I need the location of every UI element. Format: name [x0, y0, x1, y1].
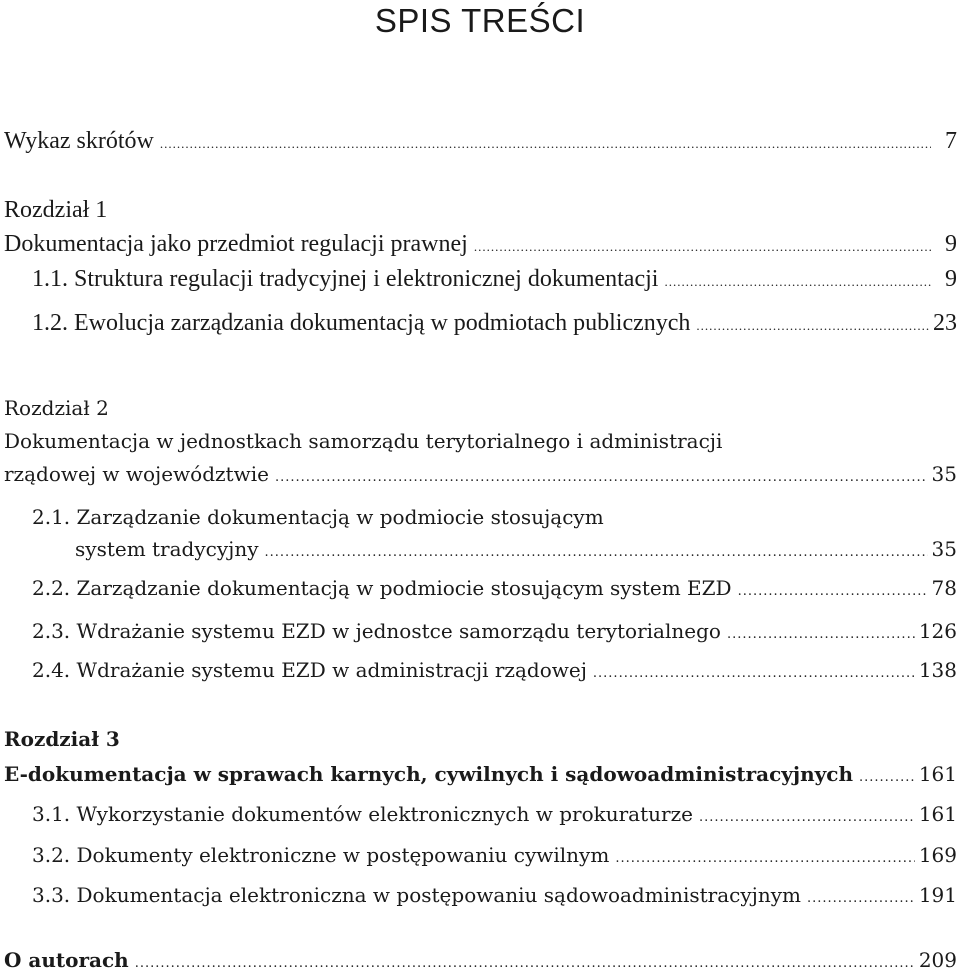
toc-entry-label: Wykaz skrótów: [4, 128, 154, 154]
toc-page-number: 161: [918, 762, 957, 786]
toc-entry-label: system tradycyjny: [75, 537, 259, 561]
dot-leader: [593, 659, 915, 689]
dot-leader: [275, 463, 928, 493]
toc-entry-abbreviations[interactable]: [4, 126, 957, 159]
page-title: SPIS TREŚCI: [374, 2, 586, 39]
dot-leader: [807, 884, 915, 914]
toc-page-number: 191: [918, 883, 957, 907]
dot-leader: [699, 803, 915, 833]
dot-leader: [738, 577, 928, 607]
dot-leader: [160, 129, 931, 159]
toc-entry-label: rządowej w województwie: [4, 462, 269, 486]
toc-page-number: 169: [918, 843, 957, 867]
toc-page-number: 161: [918, 802, 957, 826]
toc-page-number: 78: [931, 576, 957, 600]
toc-entry-section-1-2[interactable]: [32, 308, 957, 341]
toc-entry-section-2-4[interactable]: [32, 655, 957, 689]
dot-leader: [265, 538, 928, 568]
dot-leader: [615, 844, 915, 874]
toc-entry-label: Dokumentacja jako przedmiot regulacji prawnej: [4, 231, 468, 257]
toc-entry-label: 3.2. Dokumenty elektroniczne w postępowaniu cywilnym: [32, 843, 610, 867]
dot-leader: [859, 763, 915, 793]
dot-leader: [727, 620, 915, 650]
toc-entry-section-3-2[interactable]: [32, 840, 957, 874]
toc-page-number: 209: [918, 948, 957, 972]
toc-entry-section-2-2[interactable]: [32, 573, 957, 607]
toc-entry-chapter-2[interactable]: [4, 459, 957, 493]
toc-entry-label: 1.2. Ewolucja zarządzania dokumentacją w podmiotach publicznych: [32, 310, 691, 336]
toc-entry-label: 3.3. Dokumentacja elektroniczna w postępowaniu sądowoadministracyjnym: [32, 883, 801, 907]
toc-page-number: 9: [945, 266, 957, 292]
toc-entry-section-2-3[interactable]: [32, 616, 957, 650]
toc-entry-label: O autorach: [4, 948, 129, 972]
toc-entry-label: 1.1. Struktura regulacji tradycyjnej i elektronicznej dokumentacji: [32, 266, 659, 292]
chapter-2-title-line1: Dokumentacja w jednostkach samorządu terytorialnego i administracji: [4, 429, 723, 453]
toc-entry-chapter-3[interactable]: [4, 759, 957, 793]
toc-entry-label: 2.4. Wdrażanie systemu EZD w administracji rządowej: [32, 658, 587, 682]
toc-entry-label: E-dokumentacja w sprawach karnych, cywilnych i sądowoadministracyjnych: [4, 762, 854, 786]
toc-entry-section-3-3[interactable]: [32, 880, 957, 914]
toc-entry-label: 2.3. Wdrażanie systemu EZD w jednostce samorządu terytorialnego: [32, 619, 721, 643]
toc-entry-chapter-1[interactable]: [4, 229, 957, 262]
chapter-3-heading: Rozdział 3: [4, 727, 120, 751]
toc-page-number: 35: [931, 537, 957, 561]
toc-page-number: 23: [933, 310, 957, 336]
toc-page-number: 9: [945, 231, 957, 257]
dot-leader: [474, 232, 931, 262]
toc-page-number: 7: [945, 128, 957, 154]
toc-page-number: 138: [918, 658, 957, 682]
section-2-1-label-line1: 2.1. Zarządzanie dokumentacją w podmiocie stosującym: [32, 505, 604, 529]
toc-entry-section-3-1[interactable]: [32, 799, 957, 833]
dot-leader: [135, 949, 915, 979]
chapter-1-heading: Rozdział 1: [4, 197, 108, 223]
toc-entry-label: 3.1. Wykorzystanie dokumentów elektronicznych w prokuraturze: [32, 802, 693, 826]
toc-entry-section-1-1[interactable]: [32, 264, 957, 297]
toc-entry-label: 2.2. Zarządzanie dokumentacją w podmiocie stosującym system EZD: [32, 576, 732, 600]
dot-leader: [696, 311, 929, 341]
chapter-2-heading: Rozdział 2: [4, 396, 109, 420]
toc-page-number: 126: [918, 619, 957, 643]
toc-page-number: 35: [931, 462, 957, 486]
dot-leader: [664, 267, 931, 297]
toc-entry-section-2-1[interactable]: [75, 534, 957, 568]
